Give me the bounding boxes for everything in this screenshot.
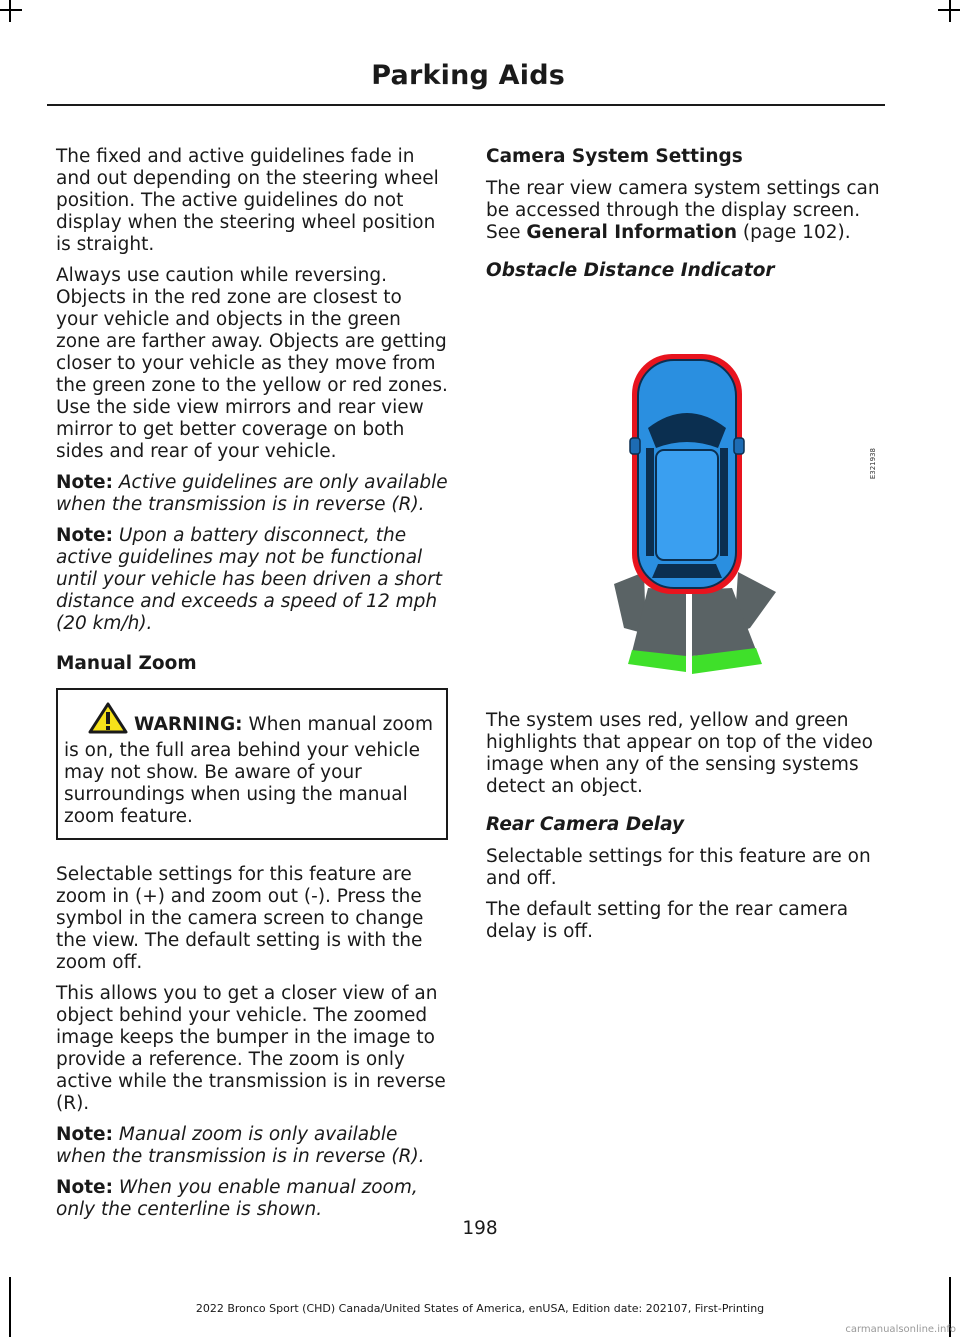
note-manual-zoom-reverse [56,1124,448,1168]
header-divider [47,104,885,106]
paragraph-guidelines-fade: The fixed and active guidelines fade in and out depending on the steering wheel position. The active guidelines do not display when the steering wheel position is straight. [56,146,439,255]
right-column [486,146,884,952]
warning-text: When manual zoom is on, the full area behind your vehicle may not show. Be aware of your surroundings when using the manual zoom feature. [64,714,434,827]
page-title: Parking Aids [371,60,565,91]
heading-obstacle-distance-indicator: Obstacle Distance Indicator [486,260,775,281]
paragraph-camera-settings [486,178,884,244]
warning-label: WARNING: [134,714,243,735]
paragraph-zoom-description: This allows you to get a closer view of an object behind your vehicle. The zoomed image keeps the bumper in the image to provide a reference. The zoom is only active while the transmission is in reverse (R). [56,983,446,1114]
crop-mark-tl-h [0,9,22,11]
vehicle-mirror-right [734,438,744,454]
warning-triangle-icon [88,702,128,740]
vehicle-roof [656,450,718,560]
note-battery-disconnect [56,525,448,635]
paragraph-system-highlights: The system uses red, yellow and green highlights that appear on top of the video image when any of the sensing systems detect an object. [486,710,873,797]
watermark: carmanualsonline.info [845,1324,956,1335]
vehicle-window-left [646,448,654,556]
note-label: Note: [56,1177,113,1198]
page-number: 198 [462,1218,498,1239]
note-label: Note: [56,472,113,493]
heading-manual-zoom: Manual Zoom [56,653,197,674]
vehicle-zones-illustration [486,298,884,698]
note-label: Note: [56,525,113,546]
paragraph-zoom-settings: Selectable settings for this feature are zoom in (+) and zoom out (-). Press the symbol in the camera screen to change the view. The default setting is with the zoom off. [56,864,424,973]
note-text: Active guidelines are only available when the transmission is in reverse (R). [56,472,448,515]
warning-box [56,688,448,840]
heading-camera-system-settings: Camera System Settings [486,146,743,167]
crop-mark-tl-v [9,0,11,22]
note-text: Manual zoom is only available when the transmission is in reverse (R). [56,1124,425,1167]
obstacle-distance-figure [486,298,884,698]
note-active-guidelines [56,472,448,516]
vehicle-rear-window [652,564,722,578]
note-text: Upon a battery disconnect, the active guidelines may not be functional until your vehicle has been driven a short distance and exceeds a speed of 12 mph (20 km/h). [56,525,442,634]
note-text: When you enable manual zoom, only the centerline is shown. [56,1177,418,1220]
paragraph-caution-reversing: Always use caution while reversing. Objects in the red zone are closest to your vehicle and objects in the green zone are farther away. Objects are getting closer to your vehicle as they move from the green zone to the yellow or red zones. Use the side view mirrors and rear view mirror to get better coverage on both sides and rear of your vehicle. [56,265,448,462]
left-column [56,146,448,1230]
paragraph-delay-settings: Selectable settings for this feature are on and off. [486,846,871,889]
heading-rear-camera-delay: Rear Camera Delay [486,814,685,835]
paragraph-delay-default: The default setting for the rear camera delay is off. [486,899,849,942]
crop-mark-tr-v [949,0,951,22]
footer-edition: 2022 Bronco Sport (CHD) Canada/United States of America, enUSA, Edition date: 202107, First-Printing [195,1302,765,1315]
figure-code: E321938 [869,448,877,480]
note-label: Note: [56,1124,113,1145]
vehicle-window-right [720,448,728,556]
vehicle-mirror-left [630,438,640,454]
note-centerline [56,1177,448,1221]
crop-mark-tr-h [938,9,960,11]
general-information-link[interactable]: General Information [526,222,737,243]
camera-text-a: The rear view camera system settings can be accessed through the display screen. See [486,178,880,243]
camera-text-b: (page 102). [737,222,851,243]
